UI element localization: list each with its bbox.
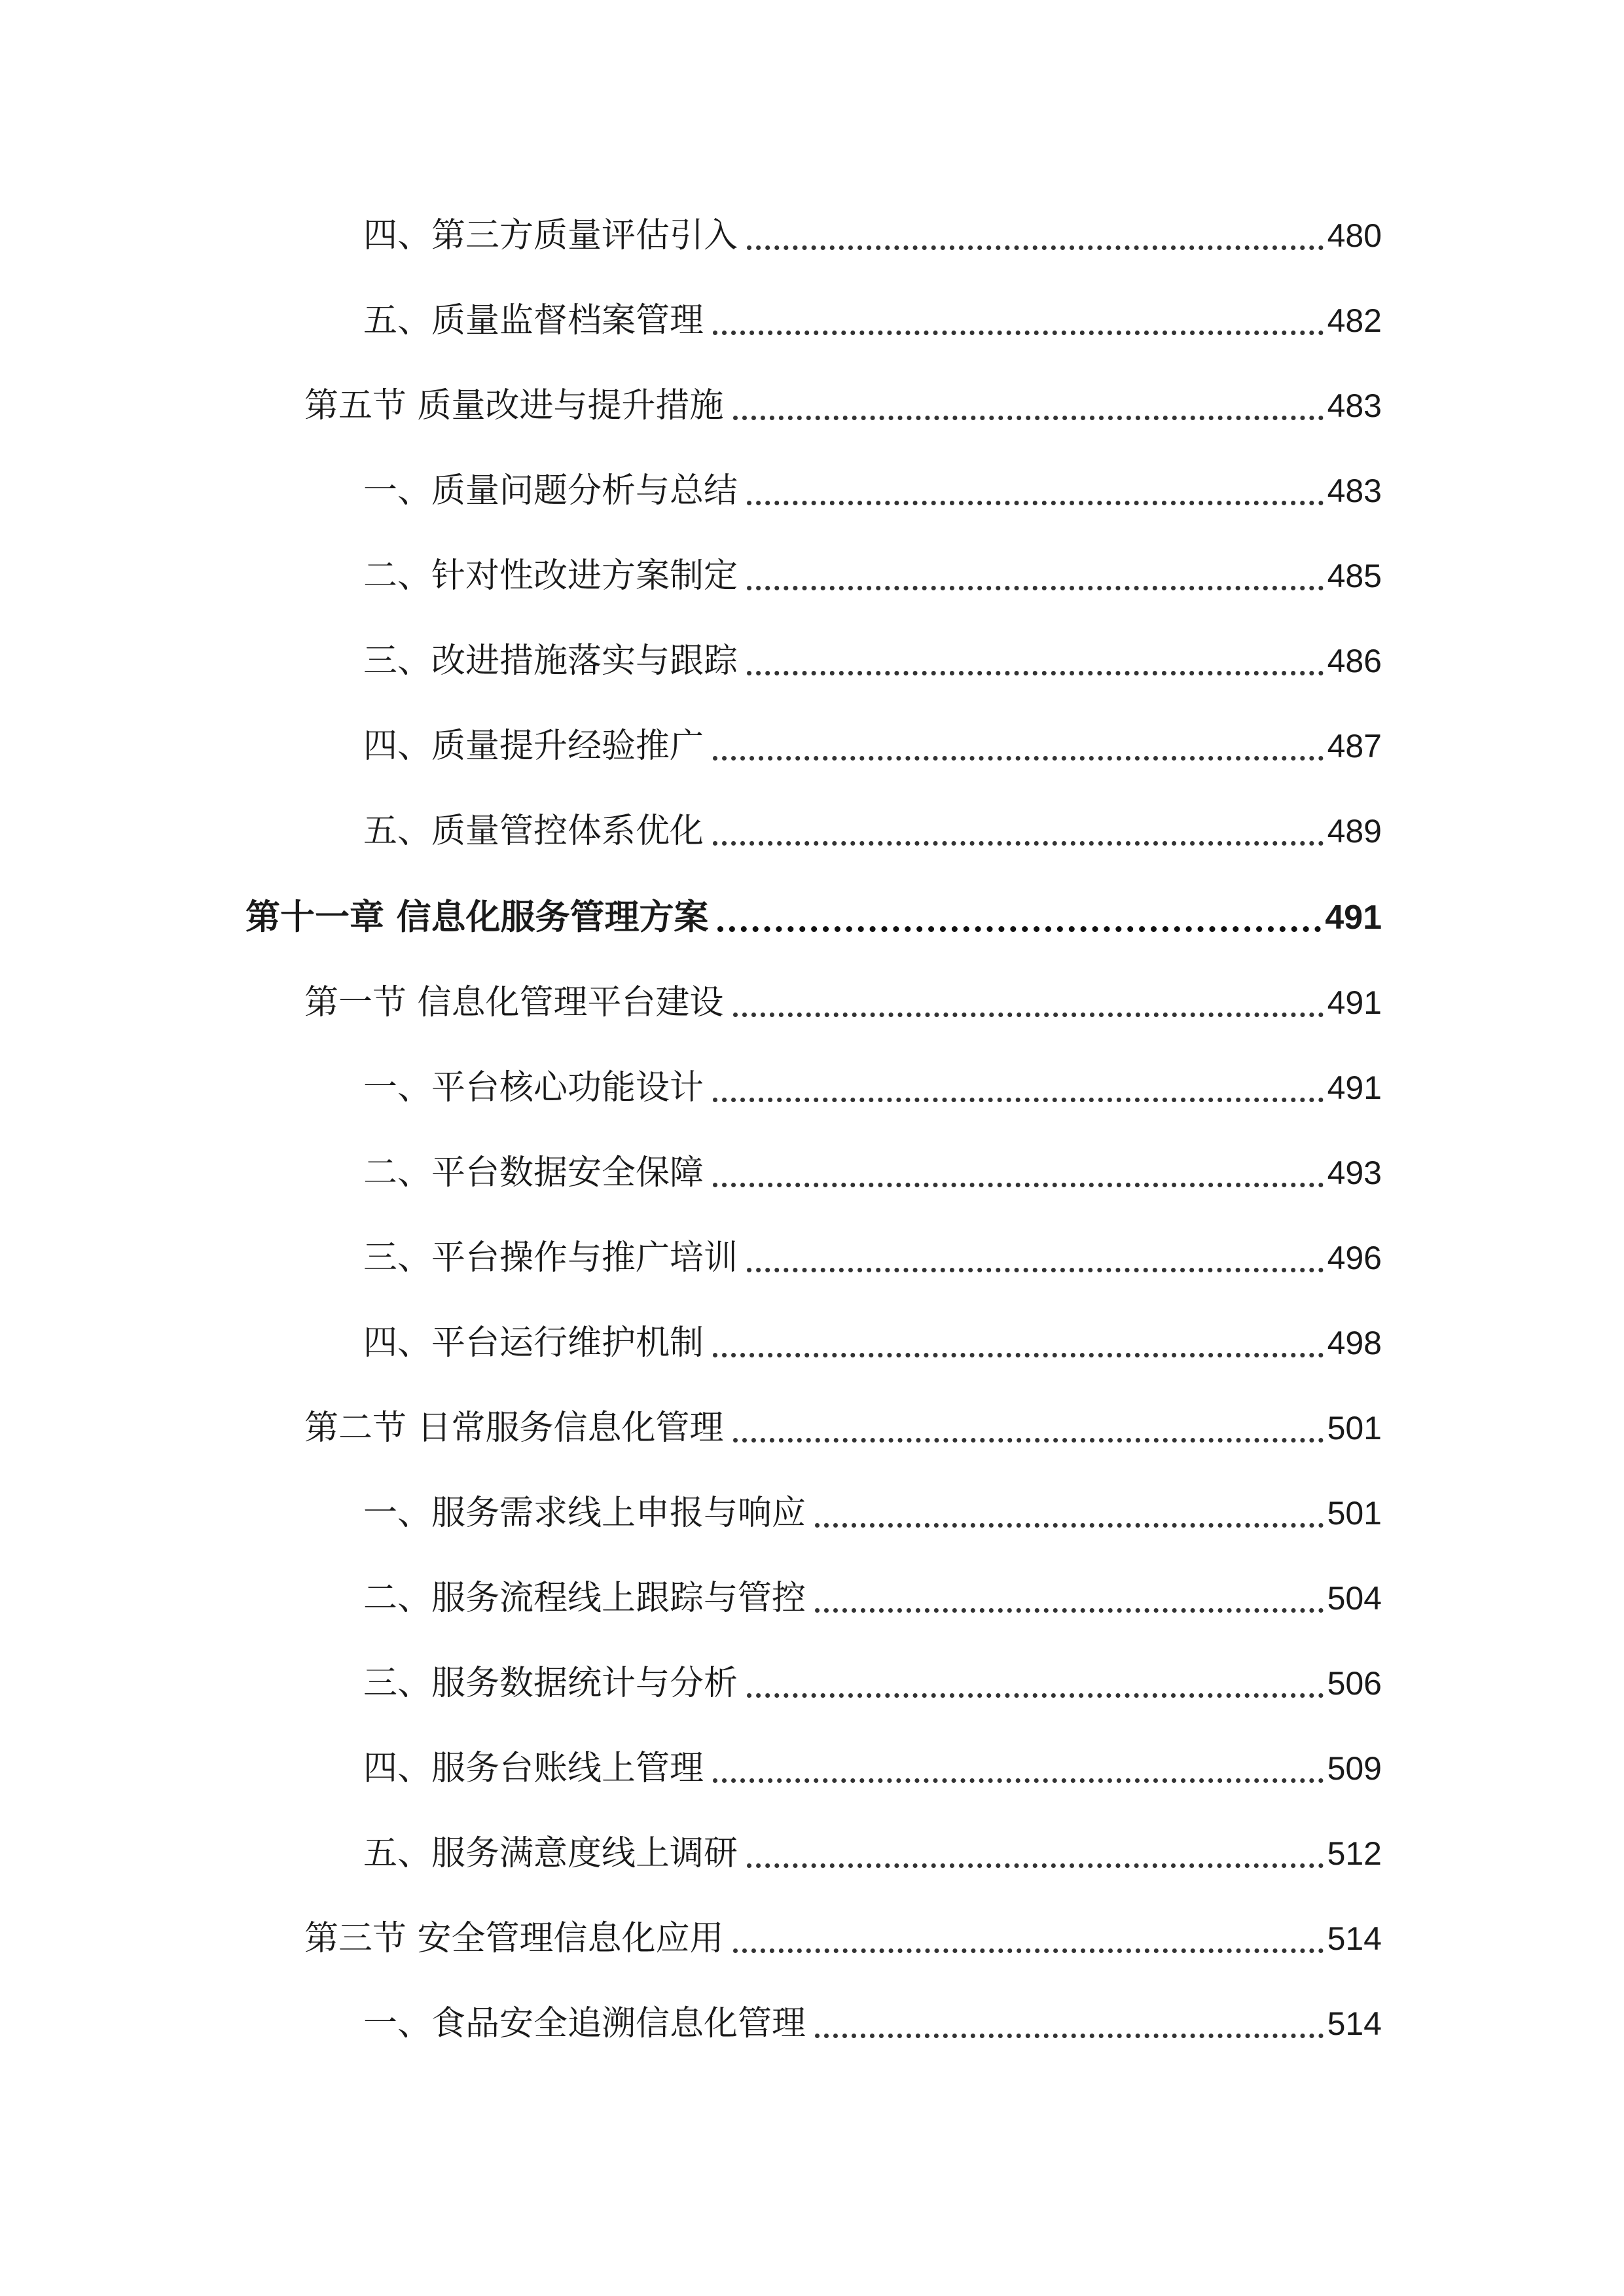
toc-page-number: 487 [1327,728,1382,764]
toc-page-number: 501 [1327,1410,1382,1446]
toc-entry-title: 四、第三方质量评估引入 [363,216,738,255]
toc-entry[interactable] [363,1317,1382,1369]
toc-dot-leader [717,926,1321,932]
toc-dot-leader [815,1608,1324,1613]
toc-entry-section[interactable] [304,380,1382,432]
toc-page-number: 480 [1327,217,1382,254]
toc-entry[interactable] [363,1487,1382,1539]
toc-entry-title: 二、服务流程线上跟踪与管控 [363,1579,806,1618]
toc-dot-leader [713,756,1324,761]
toc-entry[interactable] [363,635,1382,687]
toc-dot-leader [733,1948,1324,1953]
toc-entry-title: 一、服务需求线上申报与响应 [363,1494,806,1533]
toc-entry[interactable] [363,1147,1382,1199]
toc-entry[interactable] [363,550,1382,602]
toc-dot-leader [747,1863,1324,1868]
toc-entry-title: 五、质量监督档案管理 [363,301,704,340]
toc-entry[interactable] [363,1827,1382,1880]
toc-page-number: 491 [1327,1069,1382,1106]
toc-page-number: 506 [1327,1665,1382,1702]
toc-entry-title: 一、平台核心功能设计 [363,1068,704,1107]
toc-entry-title: 第三节 安全管理信息化应用 [304,1919,724,1958]
toc-dot-leader [815,1523,1324,1528]
toc-entry-title: 第十一章 信息化服务管理方案 [245,897,709,937]
toc-page-number: 496 [1327,1240,1382,1276]
toc-entry-title: 二、针对性改进方案制定 [363,556,738,596]
toc-dot-leader [747,671,1324,675]
toc-dot-leader [713,1098,1324,1102]
toc-page-number: 491 [1327,984,1382,1021]
toc-entry[interactable] [363,295,1382,347]
toc-page-number: 512 [1327,1835,1382,1872]
toc-page-number: 483 [1327,473,1382,509]
toc-page-number: 509 [1327,1750,1382,1787]
toc-dot-leader [815,2034,1324,2038]
toc-entry-title: 一、食品安全追溯信息化管理 [363,2004,806,2043]
toc-dot-leader [733,1013,1324,1017]
toc-entry[interactable] [363,465,1382,517]
toc-page-number: 489 [1327,813,1382,850]
toc-entry[interactable] [363,805,1382,857]
toc-dot-leader [747,1693,1324,1698]
toc-entry-section[interactable] [304,977,1382,1029]
toc-dot-leader [747,501,1324,505]
toc-entry-chapter[interactable] [245,891,1382,944]
toc-page-number: 491 [1325,899,1382,937]
toc-entry[interactable] [363,1062,1382,1114]
toc-page-number: 514 [1327,2005,1382,2042]
toc-entry[interactable] [363,1232,1382,1284]
toc-entry-title: 四、服务台账线上管理 [363,1749,704,1788]
toc-dot-leader [713,331,1324,335]
toc-entry[interactable] [363,1998,1382,2050]
toc-entry[interactable] [363,209,1382,262]
toc-page-number: 501 [1327,1495,1382,1532]
toc-entry-title: 第一节 信息化管理平台建设 [304,983,724,1022]
toc-entry[interactable] [363,1742,1382,1795]
toc-page-number: 485 [1327,558,1382,594]
toc-entry[interactable] [363,720,1382,772]
toc-entry-section[interactable] [304,1912,1382,1965]
toc-dot-leader [713,1353,1324,1357]
toc-dot-leader [713,841,1324,846]
toc-entry-title: 五、质量管控体系优化 [363,812,704,851]
toc-page-number: 493 [1327,1155,1382,1191]
toc-entry[interactable] [363,1657,1382,1710]
toc-page-number: 498 [1327,1325,1382,1361]
toc-page-number: 482 [1327,302,1382,339]
toc-entry-title: 三、服务数据统计与分析 [363,1664,738,1703]
toc-entry-title: 三、改进措施落实与跟踪 [363,641,738,681]
toc-page-number: 504 [1327,1580,1382,1617]
toc-page-number: 514 [1327,1920,1382,1957]
toc-page-number: 483 [1327,387,1382,424]
toc-entry-title: 五、服务满意度线上调研 [363,1834,738,1873]
toc-entry-title: 二、平台数据安全保障 [363,1153,704,1193]
toc-entry-title: 四、质量提升经验推广 [363,726,704,766]
toc-entry-title: 第二节 日常服务信息化管理 [304,1408,724,1448]
toc-dot-leader [747,586,1324,590]
toc-dot-leader [747,245,1324,250]
toc-dot-leader [713,1183,1324,1187]
toc-dot-leader [747,1268,1324,1272]
toc-dot-leader [713,1778,1324,1783]
toc-dot-leader [733,1438,1324,1443]
toc-dot-leader [733,416,1324,420]
toc-entry-title: 第五节 质量改进与提升措施 [304,386,724,425]
toc-entry[interactable] [363,1572,1382,1624]
toc-entry-section[interactable] [304,1402,1382,1454]
toc-entry-title: 三、平台操作与推广培训 [363,1238,738,1278]
toc-entry-title: 一、质量问题分析与总结 [363,471,738,511]
toc-entry-title: 四、平台运行维护机制 [363,1323,704,1363]
toc-page-number: 486 [1327,643,1382,679]
